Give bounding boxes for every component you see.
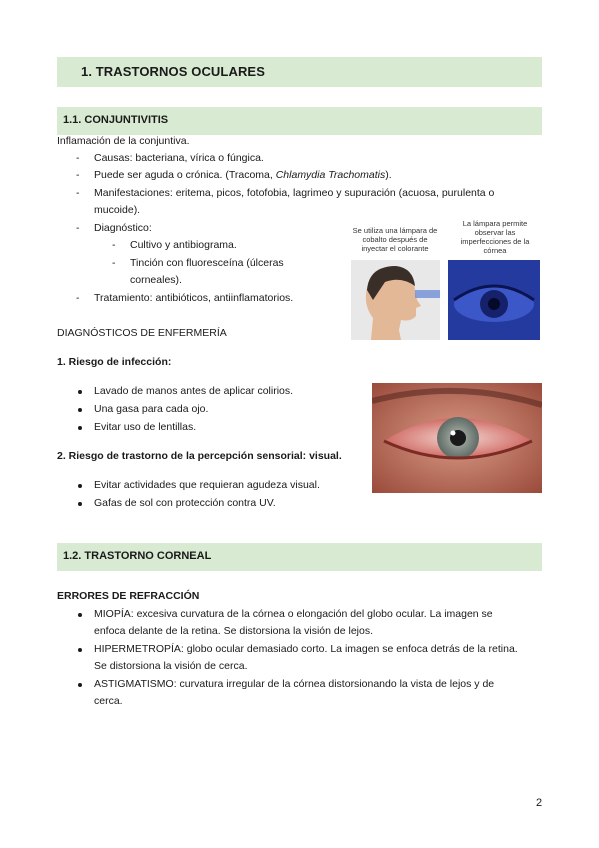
bullet-icon (78, 408, 82, 412)
diagnostico-item: - Diagnóstico: (94, 220, 152, 237)
miopia-item: MIOPÍA: excesiva curvatura de la córnea o elongación del globo ocular. La imagen se (94, 608, 493, 620)
riesgo1-item: Lavado de manos antes de aplicar colirios. (94, 385, 294, 397)
red-eye-photo (372, 383, 542, 493)
bullet-icon (78, 484, 82, 488)
tincion-item: - Tinción con fluoresceína (úlceras (130, 255, 284, 272)
section-header-trastorno-corneal (57, 543, 542, 571)
section-title: 1.1. CONJUNTIVITIS (63, 114, 169, 126)
astigmatismo-item: ASTIGMATISMO: curvatura irregular de la córnea distorsionando la vista de lejos y de (94, 678, 495, 690)
tratamiento-item: - Tratamiento: antibióticos, antiinflamatorios. (94, 290, 293, 307)
diagnosticos-title: DIAGNÓSTICOS DE ENFERMERÍA (57, 327, 227, 339)
bullet-icon (78, 648, 82, 652)
miopia-cont: enfoca delante de la retina. Se distorsiona la visión de lejos. (94, 625, 374, 637)
intro-text: Inflamación de la conjuntiva. (57, 135, 190, 147)
figure-caption-left: Se utiliza una lámpara de cobalto después de inyectar el colorante (352, 226, 438, 253)
bullet-icon (78, 390, 82, 394)
riesgo2-item: Evitar actividades que requieran agudeza visual. (94, 479, 320, 491)
manifestaciones-cont: mucoide). (94, 204, 141, 216)
hipermetropia-item: HIPERMETROPÍA: globo ocular demasiado corto. La imagen se enfoca detrás de la retina. (94, 643, 518, 655)
riesgo1-title: 1. Riesgo de infección: (57, 356, 172, 368)
page-number: 2 (536, 797, 543, 809)
bullet-icon (78, 613, 82, 617)
riesgo2-item: Gafas de sol con protección contra UV. (94, 497, 276, 509)
aguda-item: - Puede ser aguda o crónica. (Tracoma, Chlamydia Trachomatis). (94, 167, 392, 184)
riesgo1-item: Una gasa para cada ojo. (94, 403, 209, 415)
figure-caption-right: La lámpara permite observar las imperfecciones de la córnea (460, 219, 530, 255)
tincion-cont: corneales). (130, 274, 182, 286)
section-title: 1.2. TRASTORNO CORNEAL (63, 550, 212, 562)
head-lamp-illustration (351, 260, 440, 340)
blue-eye-photo (448, 260, 540, 340)
astigmatismo-cont: cerca. (94, 695, 123, 707)
bullet-icon (78, 683, 82, 687)
section-header-conjuntivitis (57, 107, 542, 135)
bullet-icon (78, 502, 82, 506)
errores-title: ERRORES DE REFRACCIÓN (57, 590, 200, 602)
manifestaciones-item: - Manifestaciones: eritema, picos, fotofobia, lagrimeo y supuración (acuosa, purulenta o (94, 185, 494, 202)
riesgo1-item: Evitar uso de lentillas. (94, 421, 197, 433)
hipermetropia-cont: Se distorsiona la visión de cerca. (94, 660, 248, 672)
bullet-icon (78, 426, 82, 430)
chapter-header (57, 57, 542, 87)
chapter-title: 1. TRASTORNOS OCULARES (81, 64, 265, 79)
cultivo-item: - Cultivo y antibiograma. (130, 237, 237, 254)
causas-item: - Causas: bacteriana, vírica o fúngica. (94, 150, 264, 167)
riesgo2-title: 2. Riesgo de trastorno de la percepción sensorial: visual. (57, 450, 342, 462)
